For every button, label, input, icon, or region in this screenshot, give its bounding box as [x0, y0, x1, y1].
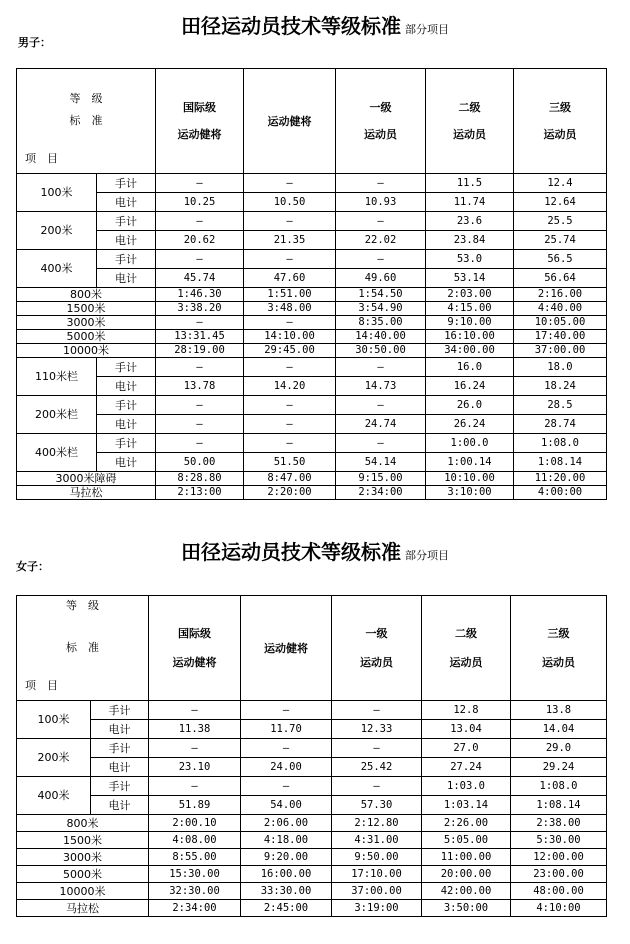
standard-value-cell: 11.38 [149, 720, 241, 739]
table-row [17, 866, 607, 883]
event-label: 5000米 [17, 330, 156, 344]
table-row [17, 832, 607, 849]
grade-header-line2: 运动员 [453, 128, 486, 141]
standard-value-cell: – [149, 777, 241, 796]
standard-value-cell: 24.74 [336, 415, 426, 434]
standard-value-cell: 12.4 [514, 174, 607, 193]
standard-value-cell: – [244, 415, 336, 434]
table-row [17, 720, 607, 739]
standard-value-cell: 9:15.00 [336, 472, 426, 486]
timing-method-label: 手计 [97, 396, 156, 415]
standard-value-cell: 14:40.00 [336, 330, 426, 344]
standard-value-cell: – [336, 434, 426, 453]
grade-header [332, 596, 422, 701]
event-label: 110米栏 [17, 358, 97, 396]
standard-value-cell: 10:05.00 [514, 316, 607, 330]
standard-value-cell: 33:30.00 [241, 883, 332, 900]
event-label: 400米 [17, 250, 97, 288]
event-label: 3000米 [17, 316, 156, 330]
standard-value-cell: 50.00 [156, 453, 244, 472]
standard-value-cell: – [156, 250, 244, 269]
standard-value-cell: 4:18.00 [241, 832, 332, 849]
header-row [17, 69, 607, 174]
standard-value-cell: – [244, 316, 336, 330]
timing-method-label: 手计 [97, 250, 156, 269]
standard-value-cell: – [244, 174, 336, 193]
table-row [17, 415, 607, 434]
corner-standard-label: 标 准 [69, 114, 103, 127]
grade-header [336, 69, 426, 174]
standard-value-cell: 2:00.10 [149, 815, 241, 832]
standard-value-cell: 12:00.00 [511, 849, 607, 866]
standard-value-cell: 56.5 [514, 250, 607, 269]
header-row [17, 596, 607, 701]
standard-value-cell: 1:08.14 [511, 796, 607, 815]
grade-header-line1: 二级 [455, 627, 477, 640]
grade-header [426, 69, 514, 174]
event-label: 800米 [17, 815, 149, 832]
standard-value-cell: 10.93 [336, 193, 426, 212]
standard-value-cell: 37:00.00 [332, 883, 422, 900]
standard-value-cell: 53.14 [426, 269, 514, 288]
standard-value-cell: 4:00:00 [514, 486, 607, 500]
standard-value-cell: 11.5 [426, 174, 514, 193]
standard-value-cell: 13.78 [156, 377, 244, 396]
standard-value-cell: 4:15.00 [426, 302, 514, 316]
standard-value-cell: 20:00.00 [422, 866, 511, 883]
standard-value-cell: – [336, 396, 426, 415]
grade-header-line2: 运动员 [360, 656, 393, 669]
grade-header-line1: 运动健将 [264, 641, 308, 655]
header-corner [17, 596, 149, 701]
standard-value-cell: – [156, 434, 244, 453]
grade-header [244, 69, 336, 174]
grade-header-line1: 国际级 [183, 101, 216, 114]
standard-value-cell: 4:40.00 [514, 302, 607, 316]
grade-header-line1: 三级 [547, 627, 570, 640]
standard-value-cell: 1:51.00 [244, 288, 336, 302]
page-title: 田径运动员技术等级标准 [181, 14, 401, 38]
standard-value-cell: – [336, 212, 426, 231]
standard-value-cell: 8:55.00 [149, 849, 241, 866]
timing-method-label: 电计 [91, 758, 149, 777]
standard-value-cell: 14.73 [336, 377, 426, 396]
standards-table-male [16, 68, 607, 500]
grade-header [511, 596, 607, 701]
standard-value-cell: 8:28.80 [156, 472, 244, 486]
standard-value-cell: – [156, 358, 244, 377]
page-subtitle: 部分项目 [405, 549, 449, 562]
standard-value-cell: 17:40.00 [514, 330, 607, 344]
grade-header-line2: 运动健将 [177, 128, 222, 141]
standard-value-cell: 11.74 [426, 193, 514, 212]
grade-header-line1: 二级 [458, 101, 481, 114]
standard-value-cell: – [156, 174, 244, 193]
standard-value-cell: – [332, 777, 422, 796]
standard-value-cell: 26.0 [426, 396, 514, 415]
standard-value-cell: – [149, 701, 241, 720]
standard-value-cell: 32:30.00 [149, 883, 241, 900]
standard-value-cell: 13:31.45 [156, 330, 244, 344]
table-row [17, 377, 607, 396]
standard-value-cell: 42:00.00 [422, 883, 511, 900]
standard-value-cell: – [156, 396, 244, 415]
event-label: 800米 [17, 288, 156, 302]
event-label: 400米 [17, 777, 91, 815]
event-label: 200米 [17, 212, 97, 250]
event-label: 1500米 [17, 832, 149, 849]
standard-value-cell: 13.8 [511, 701, 607, 720]
event-label: 400米栏 [17, 434, 97, 472]
standard-value-cell: 49.60 [336, 269, 426, 288]
event-label: 10000米 [17, 883, 149, 900]
timing-method-label: 电计 [91, 796, 149, 815]
standard-value-cell: 2:16.00 [514, 288, 607, 302]
corner-event-label: 项 目 [25, 152, 58, 165]
standard-value-cell: – [241, 739, 332, 758]
standard-value-cell: 26.24 [426, 415, 514, 434]
standard-value-cell: – [241, 701, 332, 720]
female-title-block [0, 536, 630, 565]
standard-value-cell: 1:00.14 [426, 453, 514, 472]
standard-value-cell: 8:35.00 [336, 316, 426, 330]
standard-value-cell: 4:08.00 [149, 832, 241, 849]
timing-method-label: 电计 [97, 231, 156, 250]
standard-value-cell: 2:06.00 [241, 815, 332, 832]
standard-value-cell: 1:08.0 [514, 434, 607, 453]
timing-method-label: 手计 [97, 358, 156, 377]
timing-method-label: 手计 [97, 434, 156, 453]
timing-method-label: 电计 [97, 415, 156, 434]
table-row [17, 900, 607, 917]
table-row [17, 316, 607, 330]
grade-header-line2: 运动健将 [172, 656, 217, 669]
standard-value-cell: 15:30.00 [149, 866, 241, 883]
standard-value-cell: – [336, 358, 426, 377]
standard-value-cell: 2:26.00 [422, 815, 511, 832]
table-row [17, 288, 607, 302]
timing-method-label: 电计 [97, 269, 156, 288]
table-row [17, 758, 607, 777]
timing-method-label: 手计 [91, 777, 149, 796]
table-row [17, 302, 607, 316]
table-row [17, 174, 607, 193]
standard-value-cell: 12.33 [332, 720, 422, 739]
standard-value-cell: – [156, 316, 244, 330]
male-title-block [0, 10, 630, 39]
timing-method-label: 电计 [97, 193, 156, 212]
standard-value-cell: – [244, 250, 336, 269]
standard-value-cell: 9:20.00 [241, 849, 332, 866]
standard-value-cell: 18.0 [514, 358, 607, 377]
standard-value-cell: 27.0 [422, 739, 511, 758]
standard-value-cell: 2:12.80 [332, 815, 422, 832]
grade-header-line2: 运动员 [543, 128, 577, 141]
corner-grade-label: 等 级 [66, 599, 99, 612]
standard-value-cell: 24.00 [241, 758, 332, 777]
standard-value-cell: 3:19:00 [332, 900, 422, 917]
event-label: 5000米 [17, 866, 149, 883]
table-row [17, 849, 607, 866]
standard-value-cell: 2:03.00 [426, 288, 514, 302]
header-corner [17, 69, 156, 174]
standard-value-cell: 1:03.0 [422, 777, 511, 796]
event-label: 200米 [17, 739, 91, 777]
standard-value-cell: – [336, 174, 426, 193]
table-row [17, 269, 607, 288]
table-row [17, 883, 607, 900]
standard-value-cell: 16:10.00 [426, 330, 514, 344]
standard-value-cell: – [244, 358, 336, 377]
event-label: 3000米障碍 [17, 472, 156, 486]
standard-value-cell: 11.70 [241, 720, 332, 739]
table-row [17, 453, 607, 472]
standard-value-cell: 23.6 [426, 212, 514, 231]
standard-value-cell: 16.24 [426, 377, 514, 396]
standard-value-cell: 2:20:00 [244, 486, 336, 500]
standard-value-cell: 48:00.00 [511, 883, 607, 900]
standard-value-cell: 57.30 [332, 796, 422, 815]
standard-value-cell: 11:20.00 [514, 472, 607, 486]
event-label: 200米栏 [17, 396, 97, 434]
standard-value-cell: 51.89 [149, 796, 241, 815]
event-label: 100米 [17, 701, 91, 739]
standard-value-cell: 9:10.00 [426, 316, 514, 330]
event-label: 10000米 [17, 344, 156, 358]
grade-header-line2: 运动员 [364, 128, 397, 141]
standard-value-cell: – [244, 212, 336, 231]
standard-value-cell: 4:31.00 [332, 832, 422, 849]
table-row [17, 486, 607, 500]
standard-value-cell: 1:08.0 [511, 777, 607, 796]
standard-value-cell: 12.8 [422, 701, 511, 720]
standard-value-cell: 3:48.00 [244, 302, 336, 316]
standard-value-cell: 34:00.00 [426, 344, 514, 358]
timing-method-label: 电计 [91, 720, 149, 739]
standard-value-cell: 2:34:00 [149, 900, 241, 917]
standard-value-cell: 3:50:00 [422, 900, 511, 917]
standard-value-cell: 29.0 [511, 739, 607, 758]
standard-value-cell: 2:38.00 [511, 815, 607, 832]
table-row [17, 344, 607, 358]
standard-value-cell: 17:10.00 [332, 866, 422, 883]
timing-method-label: 手计 [91, 739, 149, 758]
standard-value-cell: – [332, 739, 422, 758]
standard-value-cell: 13.04 [422, 720, 511, 739]
corner-grade-label: 等 级 [69, 92, 103, 105]
grade-header-line1: 国际级 [178, 627, 211, 640]
table-row [17, 796, 607, 815]
standard-value-cell: – [332, 701, 422, 720]
table-row [17, 212, 607, 231]
standard-value-cell: 16:00.00 [241, 866, 332, 883]
standard-value-cell: 21.35 [244, 231, 336, 250]
corner-standard-label: 标 准 [66, 641, 99, 654]
grade-header-line1: 三级 [549, 101, 571, 114]
grade-header-line2: 运动员 [449, 656, 483, 669]
standard-value-cell: 23.84 [426, 231, 514, 250]
standard-value-cell: 3:10:00 [426, 486, 514, 500]
grade-header-line1: 一级 [365, 627, 388, 640]
standard-value-cell: 29:45.00 [244, 344, 336, 358]
grade-header [156, 69, 244, 174]
standard-value-cell: 14.20 [244, 377, 336, 396]
standard-value-cell: – [149, 739, 241, 758]
grade-header-line1: 运动健将 [267, 114, 312, 128]
grade-header [422, 596, 511, 701]
table-row [17, 358, 607, 377]
gender-label: 女子： [16, 560, 49, 573]
event-label: 100米 [17, 174, 97, 212]
standard-value-cell: 10:10.00 [426, 472, 514, 486]
standard-value-cell: 47.60 [244, 269, 336, 288]
standard-value-cell: 3:54.90 [336, 302, 426, 316]
grade-header-line2: 运动员 [542, 656, 575, 669]
event-label: 3000米 [17, 849, 149, 866]
standard-value-cell: 2:34:00 [336, 486, 426, 500]
timing-method-label: 手计 [97, 174, 156, 193]
standard-value-cell: 25.5 [514, 212, 607, 231]
table-row [17, 472, 607, 486]
standard-value-cell: 45.74 [156, 269, 244, 288]
table-row [17, 231, 607, 250]
table-row [17, 815, 607, 832]
standard-value-cell: – [336, 250, 426, 269]
standard-value-cell: 28.74 [514, 415, 607, 434]
grade-header [241, 596, 332, 701]
standard-value-cell: 29.24 [511, 758, 607, 777]
standard-value-cell: – [244, 396, 336, 415]
standard-value-cell: 1:00.0 [426, 434, 514, 453]
standard-value-cell: 53.0 [426, 250, 514, 269]
standard-value-cell: 8:47.00 [244, 472, 336, 486]
standard-value-cell: 25.74 [514, 231, 607, 250]
standard-value-cell: 56.64 [514, 269, 607, 288]
grade-header [149, 596, 241, 701]
standard-value-cell: 16.0 [426, 358, 514, 377]
standard-value-cell: 12.64 [514, 193, 607, 212]
standard-value-cell: 5:05.00 [422, 832, 511, 849]
standard-value-cell: 25.42 [332, 758, 422, 777]
table-row [17, 739, 607, 758]
table-row [17, 434, 607, 453]
standard-value-cell: 23:00.00 [511, 866, 607, 883]
timing-method-label: 手计 [91, 701, 149, 720]
standard-value-cell: 30:50.00 [336, 344, 426, 358]
standard-value-cell: – [156, 415, 244, 434]
standard-value-cell: 22.02 [336, 231, 426, 250]
standards-table-female [16, 595, 607, 917]
timing-method-label: 电计 [97, 453, 156, 472]
standard-value-cell: 2:45:00 [241, 900, 332, 917]
event-label: 马拉松 [17, 486, 156, 500]
standard-value-cell: – [241, 777, 332, 796]
standard-value-cell: 4:10:00 [511, 900, 607, 917]
standard-value-cell: 28:19.00 [156, 344, 244, 358]
standard-value-cell: 3:38.20 [156, 302, 244, 316]
standard-value-cell: 11:00.00 [422, 849, 511, 866]
table-row [17, 193, 607, 212]
standard-value-cell: 5:30.00 [511, 832, 607, 849]
standard-value-cell: 10.25 [156, 193, 244, 212]
standard-value-cell: 14:10.00 [244, 330, 336, 344]
standard-value-cell: 14.04 [511, 720, 607, 739]
standard-value-cell: 1:08.14 [514, 453, 607, 472]
table-row [17, 330, 607, 344]
standard-value-cell: 37:00.00 [514, 344, 607, 358]
standard-value-cell: 54.14 [336, 453, 426, 472]
page-title: 田径运动员技术等级标准 [181, 540, 401, 564]
event-label: 1500米 [17, 302, 156, 316]
standard-value-cell: 1:03.14 [422, 796, 511, 815]
gender-label: 男子： [18, 36, 51, 49]
table-row [17, 701, 607, 720]
standard-value-cell: 28.5 [514, 396, 607, 415]
table-row [17, 250, 607, 269]
standard-value-cell: 20.62 [156, 231, 244, 250]
standard-value-cell: 23.10 [149, 758, 241, 777]
standard-value-cell: – [156, 212, 244, 231]
standard-value-cell: 2:13:00 [156, 486, 244, 500]
event-label: 马拉松 [17, 900, 149, 917]
standard-value-cell: 27.24 [422, 758, 511, 777]
standard-value-cell: 1:54.50 [336, 288, 426, 302]
timing-method-label: 手计 [97, 212, 156, 231]
table-row [17, 777, 607, 796]
standard-value-cell: 51.50 [244, 453, 336, 472]
grade-header-line1: 一级 [369, 101, 392, 114]
standard-value-cell: – [244, 434, 336, 453]
grade-header [514, 69, 607, 174]
standard-value-cell: 1:46.30 [156, 288, 244, 302]
corner-event-label: 项 目 [25, 679, 58, 692]
standard-value-cell: 18.24 [514, 377, 607, 396]
table-row [17, 396, 607, 415]
standard-value-cell: 54.00 [241, 796, 332, 815]
page-subtitle: 部分项目 [405, 23, 449, 36]
standard-value-cell: 10.50 [244, 193, 336, 212]
timing-method-label: 电计 [97, 377, 156, 396]
standard-value-cell: 9:50.00 [332, 849, 422, 866]
